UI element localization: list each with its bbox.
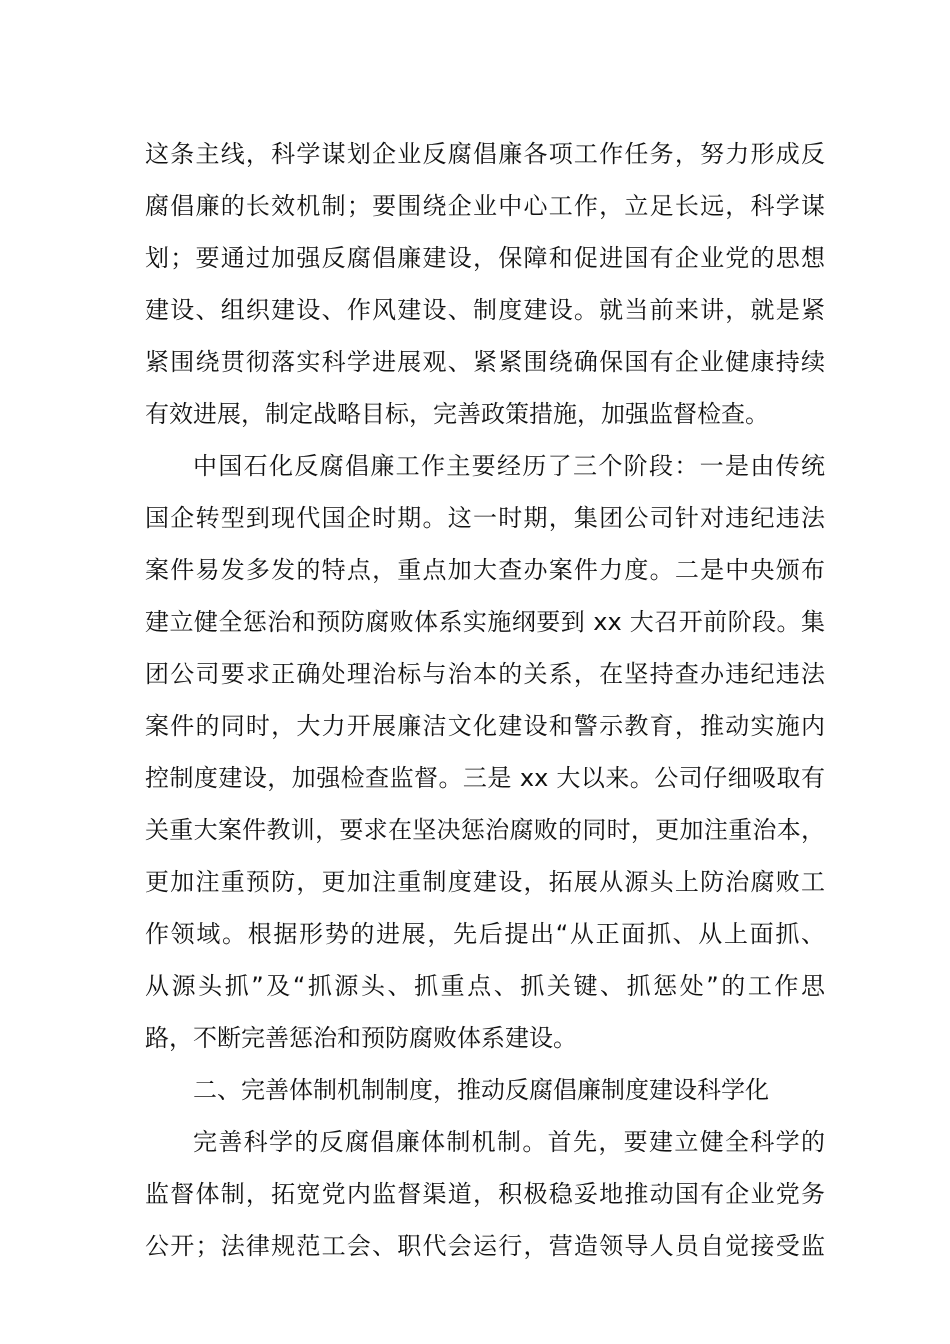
paragraph-line: 团公司要求正确处理治标与治本的关系，在坚持查办违纪违法 — [145, 660, 825, 688]
paragraph-line: 有效进展，制定战略目标，完善政策措施，加强监督检查。 — [145, 400, 769, 428]
paragraph-line: 这条主线，科学谋划企业反腐倡廉各项工作任务，努力形成反 — [145, 140, 825, 168]
paragraph-line: 从源头抓”及“抓源头、抓重点、抓关键、抓惩处”的工作思 — [145, 972, 825, 1000]
paragraph-line: 紧围绕贯彻落实科学进展观、紧紧围绕确保国有企业健康持续 — [145, 348, 825, 376]
paragraph-line: 监督体制，拓宽党内监督渠道，积极稳妥地推动国有企业党务 — [145, 1180, 825, 1208]
paragraph-line: 公开；法律规范工会、职代会运行，营造领导人员自觉接受监 — [145, 1232, 825, 1260]
paragraph-line: 案件易发多发的特点，重点加大查办案件力度。二是中央颁布 — [145, 556, 825, 584]
paragraph-line: 控制度建设，加强检查监督。三是 xx 大以来。公司仔细吸取有 — [145, 764, 825, 792]
paragraph-line: 更加注重预防，更加注重制度建设，拓展从源头上防治腐败工 — [145, 868, 825, 896]
paragraph-line: 划；要通过加强反腐倡廉建设，保障和促进国有企业党的思想 — [145, 244, 825, 272]
document-body — [145, 128, 825, 1272]
paragraph-line: 中国石化反腐倡廉工作主要经历了三个阶段：一是由传统 — [193, 452, 825, 480]
paragraph-line: 案件的同时，大力开展廉洁文化建设和警示教育，推动实施内 — [145, 712, 825, 740]
paragraph-line: 完善科学的反腐倡廉体制机制。首先，要建立健全科学的 — [193, 1128, 825, 1156]
paragraph-line: 国企转型到现代国企时期。这一时期，集团公司针对违纪违法 — [145, 504, 825, 532]
paragraph-line: 关重大案件教训，要求在坚决惩治腐败的同时，更加注重治本， — [145, 816, 825, 844]
paragraph-line: 路，不断完善惩治和预防腐败体系建设。 — [145, 1024, 577, 1052]
paragraph-line: 作领域。根据形势的进展，先后提出“从正面抓、从上面抓、 — [145, 920, 825, 948]
paragraph-line: 腐倡廉的长效机制；要围绕企业中心工作，立足长远，科学谋 — [145, 192, 825, 220]
paragraph-line: 建设、组织建设、作风建设、制度建设。就当前来讲，就是紧 — [145, 296, 825, 324]
section-heading: 二、完善体制机制制度，推动反腐倡廉制度建设科学化 — [193, 1076, 769, 1104]
paragraph-line: 建立健全惩治和预防腐败体系实施纲要到 xx 大召开前阶段。集 — [145, 608, 825, 636]
